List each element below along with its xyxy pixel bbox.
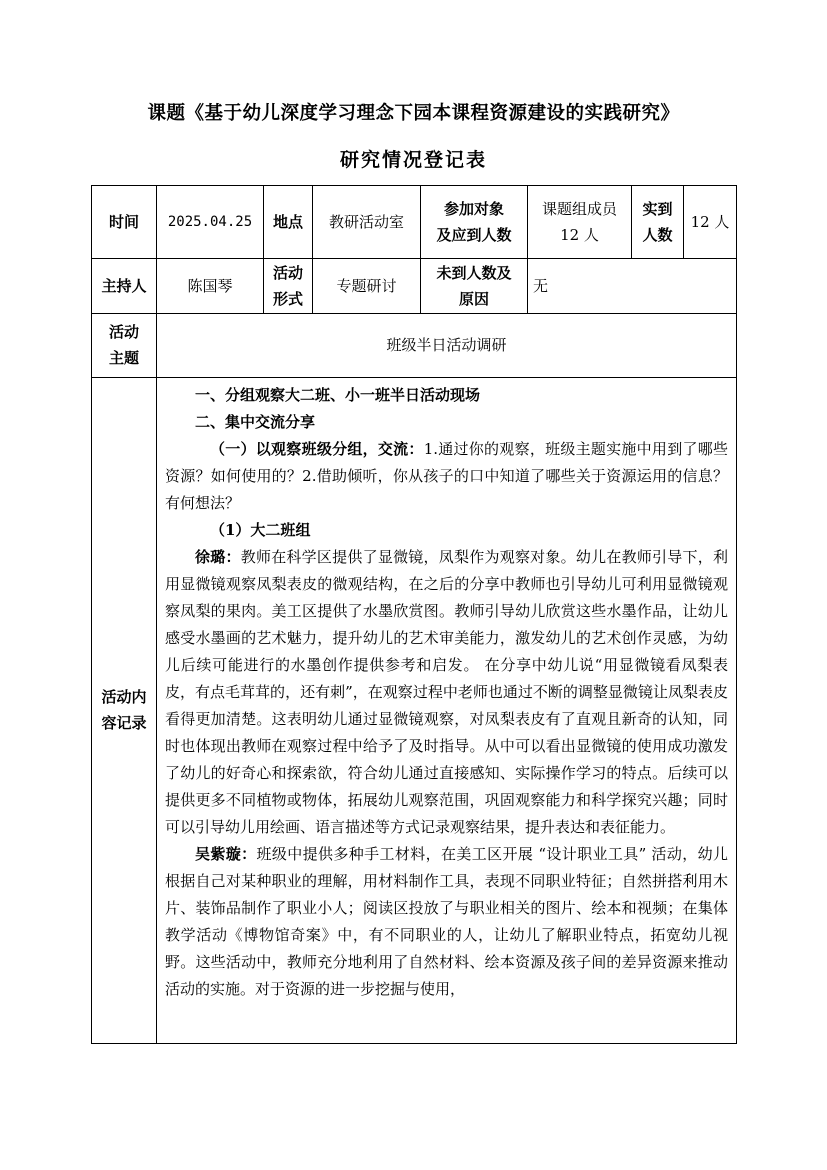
question-text: 1.通过你的观察，班级主题实施中用到了哪些资源？如何使用的？2.借助倾听，你从孩子的口中知道了哪些关于资源运用的信息？有何想法？ [165, 440, 728, 512]
record-label-line-1: 活动内 [101, 688, 147, 706]
participants-label [420, 185, 528, 258]
attended-label [631, 185, 684, 258]
topic-value: 班级半日活动调研 [386, 336, 507, 354]
host-value: 陈国琴 [187, 276, 233, 295]
absent-label-line-2: 原因 [458, 289, 489, 308]
participants-label-line-2: 及应到人数 [436, 225, 512, 244]
topic-label-line-1: 活动 [108, 323, 139, 341]
participants-value-line-2: 12 人 [560, 225, 599, 244]
record-label-line-2: 容记录 [101, 714, 147, 732]
paragraph-text-wuzixuan: 班级中提供多种手工材料，在美工区开展 “设计职业工具” 活动，幼儿根据自己对某种职业的理解，用材料制作工具，表现不同职业特征；自然拼搭利用木片、装饰品制作了职业小人；阅读区投放了与职业相关的图片、绘本和视频；在集体教学活动《博物馆奇案》中，有不同职业的人，让幼儿了解职业特点，拓宽幼儿视野。这些活动中，教师充分地利用了自然材料、绘本资源及孩子间的差异资源来推动活动的实施。对于资源的进一步挖掘与使用， [165, 845, 728, 998]
form-label [263, 258, 313, 313]
absent-label-line-1: 未到人数及 [436, 263, 512, 282]
place-label: 地点 [272, 212, 303, 231]
topic-label [91, 313, 157, 377]
absent-label [420, 258, 528, 313]
participants-label-line-1: 参加对象 [443, 199, 504, 218]
host-label: 主持人 [101, 276, 147, 295]
place-value: 教研活动室 [328, 212, 404, 231]
form-value: 专题研讨 [336, 276, 397, 295]
paragraph-wuzixuan [165, 841, 728, 1003]
time-label: 时间 [108, 212, 139, 231]
paragraph-text-xulu: 教师在科学区提供了显微镜，凤梨作为观察对象。幼儿在教师引导下，利用显微镜观察凤梨表皮的微观结构，在之后的分享中教师也引导幼儿可利用显微镜观察凤梨的果肉。美工区提供了水墨欣赏图。教师引导幼儿欣赏这些水墨作品，让幼儿感受水墨画的艺术魅力，提升幼儿的艺术审美能力，激发幼儿的艺术创作灵感，为幼儿后续可能进行的水墨创作提供参考和启发。 在分享中幼儿说“用显微镜看凤梨表皮，有点毛茸茸的，还有刺”，在观察过程中老师也通过不断的调整显微镜让凤梨表皮看得更加清楚。这表明幼儿通过显微镜观察，对凤梨表皮有了直观且新奇的认知，同时也体现出教师在观察过程中给予了及时指导。从中可以看出显微镜的使用成功激发了幼儿的好奇心和探索欲，符合幼儿通过直接感知、实际操作学习的特点。后续可以提供更多不同植物或物体，拓展幼儿观察范围，巩固观察能力和科学探究兴趣；同时可以引导幼儿用绘画、语言描述等方式记录观察结果，提升表达和表征能力。 [165, 548, 728, 836]
speaker-name-xulu: 徐璐： [195, 548, 241, 566]
form-label-line-1: 活动 [272, 263, 303, 282]
question-paragraph [165, 436, 728, 517]
section-heading-2: 二、集中交流分享 [195, 413, 316, 431]
title-line-2: 研究情况登记表 [339, 149, 487, 171]
title-line-1: 课题《基于幼儿深度学习理念下园本课程资源建设的实践研究》 [147, 103, 680, 124]
record-content [165, 382, 728, 1003]
topic-label-line-2: 主题 [108, 349, 139, 367]
participants-value-line-1: 课题组成员 [541, 199, 617, 218]
attended-label-line-2: 人数 [642, 225, 673, 244]
paragraph-xulu [165, 544, 728, 841]
section-heading-1: 一、分组观察大二班、小一班半日活动现场 [195, 386, 481, 404]
attended-value: 12 人 [690, 212, 730, 231]
participants-value [527, 185, 632, 258]
question-lead: （一）以观察班级分组，交流： [210, 440, 424, 458]
absent-value: 无 [533, 276, 549, 295]
attended-label-line-1: 实到 [642, 199, 673, 218]
time-value: 2025.04.25 [167, 213, 253, 230]
form-label-line-2: 形式 [272, 289, 303, 308]
class-heading: （1）大二班组 [210, 521, 311, 539]
speaker-name-wuzixuan: 吴紫璇： [195, 845, 257, 863]
record-label [91, 377, 157, 1043]
